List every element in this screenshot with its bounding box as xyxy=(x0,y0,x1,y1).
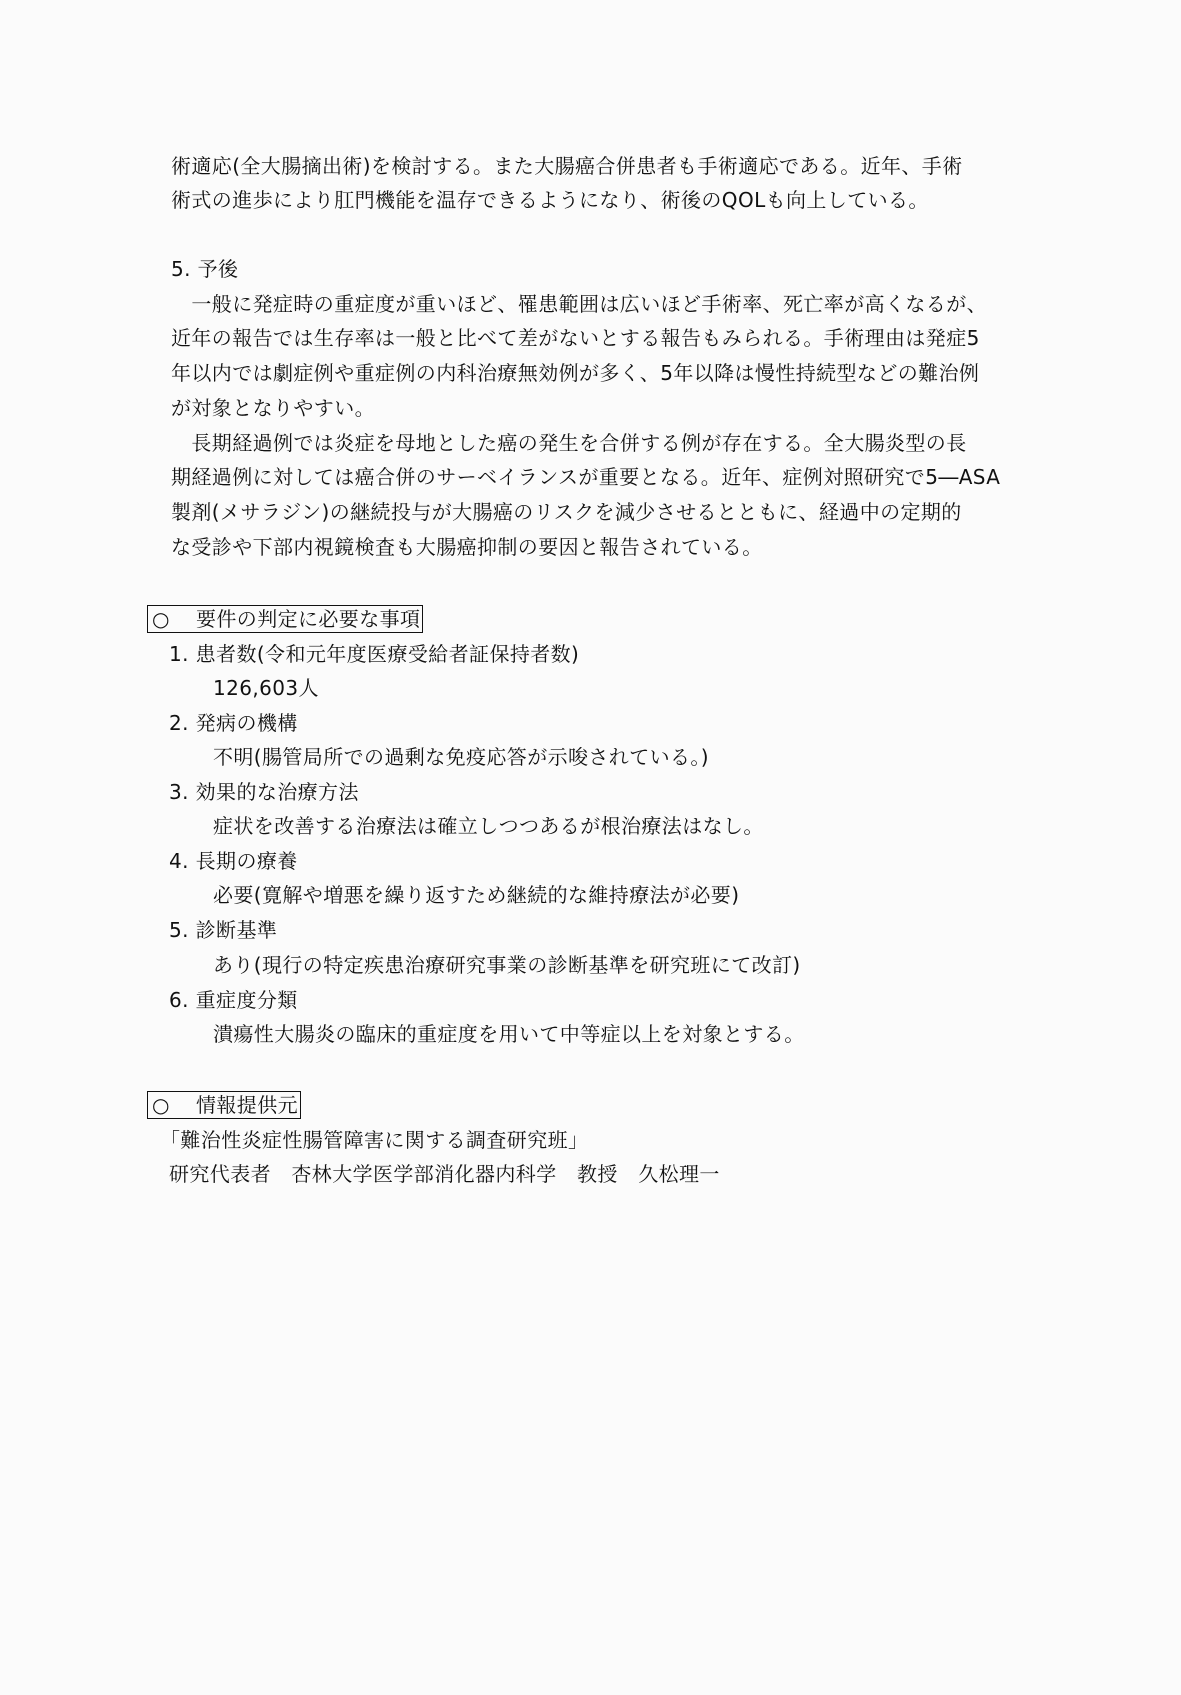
treatment-line-1: 術適応(全大腸摘出術)を検討する。また大腸癌合併患者も手術適応である。近年、手術 xyxy=(171,154,963,178)
requirement-item-5-label: 5. 診断基準 xyxy=(169,918,278,942)
requirement-item-4-label: 4. 長期の療養 xyxy=(169,849,298,873)
source-title: 情報提供元 xyxy=(196,1093,298,1117)
requirements-title: 要件の判定に必要な事項 xyxy=(196,607,421,631)
prognosis-p2-line-2: 期経過例に対しては癌合併のサーベイランスが重要となる。近年、症例対照研究で5―ASA xyxy=(171,465,1001,489)
requirement-item-1-label: 1. 患者数(令和元年度医療受給者証保持者数) xyxy=(169,642,580,666)
prognosis-heading: 5. 予後 xyxy=(171,257,239,281)
treatment-line-2: 術式の進歩により肛門機能を温存できるようになり、術後のQOLも向上している。 xyxy=(171,188,929,212)
source-heading-box xyxy=(147,1091,301,1119)
requirement-item-2-label: 2. 発病の機構 xyxy=(169,711,298,735)
requirement-item-5-value: あり(現行の特定疾患治療研究事業の診断基準を研究班にて改訂) xyxy=(213,953,801,977)
source-representative: 研究代表者 杏林大学医学部消化器内科学 教授 久松理一 xyxy=(169,1162,720,1186)
requirement-item-6-label: 6. 重症度分類 xyxy=(169,988,298,1012)
circle-mark-icon: ○ xyxy=(152,607,170,631)
prognosis-p2-line-4: な受診や下部内視鏡検査も大腸癌抑制の要因と報告されている。 xyxy=(171,535,763,559)
requirement-item-3-label: 3. 効果的な治療方法 xyxy=(169,780,359,804)
circle-mark-icon: ○ xyxy=(152,1093,170,1117)
prognosis-p1-line-1: 一般に発症時の重症度が重いほど、罹患範囲は広いほど手術率、死亡率が高くなるが、 xyxy=(171,292,987,316)
requirement-item-1-value: 126,603人 xyxy=(213,676,319,700)
prognosis-p1-line-2: 近年の報告では生存率は一般と比べて差がないとする報告もみられる。手術理由は発症5 xyxy=(171,326,980,350)
prognosis-p1-line-4: が対象となりやすい。 xyxy=(171,396,375,420)
requirements-heading-box xyxy=(147,605,423,633)
prognosis-p2-line-3: 製剤(メサラジン)の継続投与が大腸癌のリスクを減少させるとともに、経過中の定期的 xyxy=(171,500,962,524)
requirement-item-4-value: 必要(寛解や増悪を繰り返すため継続的な維持療法が必要) xyxy=(213,883,740,907)
source-research-group: 「難治性炎症性腸管障害に関する調査研究班」 xyxy=(160,1128,589,1152)
prognosis-p1-line-3: 年以内では劇症例や重症例の内科治療無効例が多く、5年以降は慢性持続型などの難治例 xyxy=(171,361,980,385)
requirement-item-6-value: 潰瘍性大腸炎の臨床的重症度を用いて中等症以上を対象とする。 xyxy=(213,1022,805,1046)
requirement-item-3-value: 症状を改善する治療法は確立しつつあるが根治療法はなし。 xyxy=(213,814,764,838)
requirement-item-2-value: 不明(腸管局所での過剰な免疫応答が示唆されている。) xyxy=(213,745,710,769)
prognosis-p2-line-1: 長期経過例では炎症を母地とした癌の発生を合併する例が存在する。全大腸炎型の長 xyxy=(171,431,967,455)
